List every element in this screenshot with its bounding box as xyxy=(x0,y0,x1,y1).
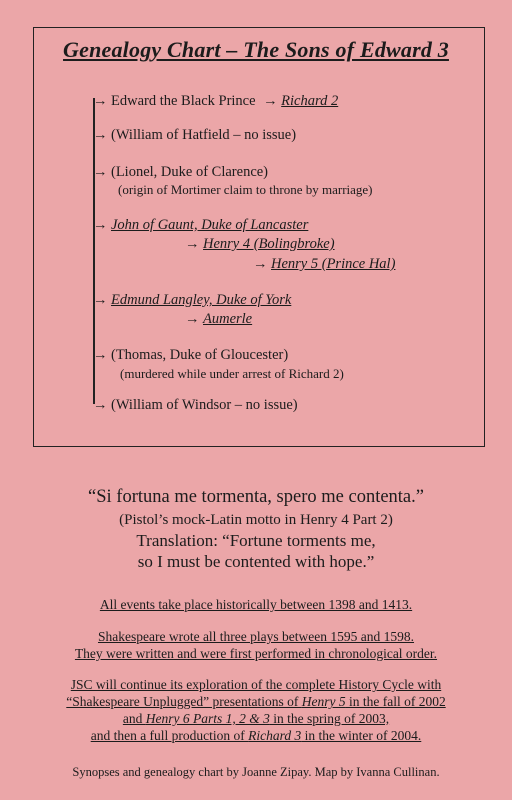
grandchild-henry-5 xyxy=(253,255,395,273)
child-name: Henry 4 (Bolingbroke) xyxy=(203,236,335,252)
arrow-icon: → xyxy=(93,347,108,363)
son-name: Edmund Langley, Duke of York xyxy=(111,292,292,308)
child-richard-2: Richard 2 xyxy=(281,93,339,109)
arrow-icon: → xyxy=(93,93,108,109)
child-name: Aumerle xyxy=(203,311,253,327)
jsc-line-3-text: in the spring of 2003, xyxy=(269,711,390,726)
arrow-icon: → xyxy=(93,127,108,143)
latin-motto: “Si fortuna me tormenta, spero me contenta.” xyxy=(88,487,424,507)
grandchild-name: Henry 5 (Prince Hal) xyxy=(271,256,396,272)
arrow-icon: → xyxy=(185,311,200,327)
play-richard-3: Richard 3 xyxy=(248,728,302,743)
credits: Synopses and genealogy chart by Joanne Zipay. Map by Ivanna Cullinan. xyxy=(72,765,440,779)
chart-title: Genealogy Chart – The Sons of Edward 3 xyxy=(63,37,449,62)
arrow-icon: → xyxy=(253,256,268,272)
jsc-line-3-text: and xyxy=(122,711,146,726)
son-lionel xyxy=(93,163,268,181)
lionel-note: (origin of Mortimer claim to throne by marriage) xyxy=(118,182,373,197)
son-john-of-gaunt xyxy=(93,216,308,234)
arrow-icon: → xyxy=(263,93,278,109)
jsc-line-4-text: and then a full production of xyxy=(90,728,249,743)
jsc-line-3 xyxy=(0,710,512,727)
translation-line-1: Translation: “Fortune torments me, xyxy=(136,531,376,550)
child-henry-4 xyxy=(185,235,335,253)
jsc-line-4-text: in the winter of 2004. xyxy=(301,728,422,743)
translation-line-2: so I must be contented with hope.” xyxy=(137,552,375,571)
play-henry-5: Henry 5 xyxy=(301,694,346,709)
arrow-icon: → xyxy=(93,292,108,308)
play-henry-6: Henry 6 Parts 1, 2 & 3 xyxy=(145,711,270,726)
thomas-note: (murdered while under arrest of Richard 2) xyxy=(120,366,344,381)
son-edmund-langley xyxy=(93,291,291,309)
son-william-of-windsor xyxy=(93,396,298,414)
son-william-of-hatfield xyxy=(93,126,296,144)
arrow-icon: → xyxy=(93,397,108,413)
son-name: John of Gaunt, Duke of Lancaster xyxy=(111,217,309,233)
son-edward-black-prince xyxy=(93,92,338,110)
son-name: (Lionel, Duke of Clarence) xyxy=(111,164,269,180)
plays-written-line-1: Shakespeare wrote all three plays between 1595 and 1598. xyxy=(97,629,415,644)
son-name: (Thomas, Duke of Gloucester) xyxy=(111,347,289,363)
son-thomas-gloucester xyxy=(93,346,288,364)
jsc-line-2 xyxy=(0,693,512,710)
son-name: Edward the Black Prince xyxy=(111,93,256,109)
jsc-line-4 xyxy=(0,727,512,744)
jsc-line-1: JSC will continue its exploration of the complete History Cycle with xyxy=(70,677,442,692)
jsc-line-2-text: “Shakespeare Unplugged” presentations of xyxy=(66,694,302,709)
plays-written-line-2: They were written and were first performed in chronological order. xyxy=(74,646,438,661)
events-date-range: All events take place historically between 1398 and 1413. xyxy=(99,597,413,612)
son-name: (William of Windsor – no issue) xyxy=(111,397,298,413)
son-name: (William of Hatfield – no issue) xyxy=(111,127,297,143)
arrow-icon: → xyxy=(93,217,108,233)
arrow-icon: → xyxy=(93,164,108,180)
motto-source: (Pistol’s mock-Latin motto in Henry 4 Part 2) xyxy=(119,512,393,528)
arrow-icon: → xyxy=(185,236,200,252)
child-aumerle xyxy=(185,310,252,328)
jsc-line-2-text: in the fall of 2002 xyxy=(345,694,446,709)
